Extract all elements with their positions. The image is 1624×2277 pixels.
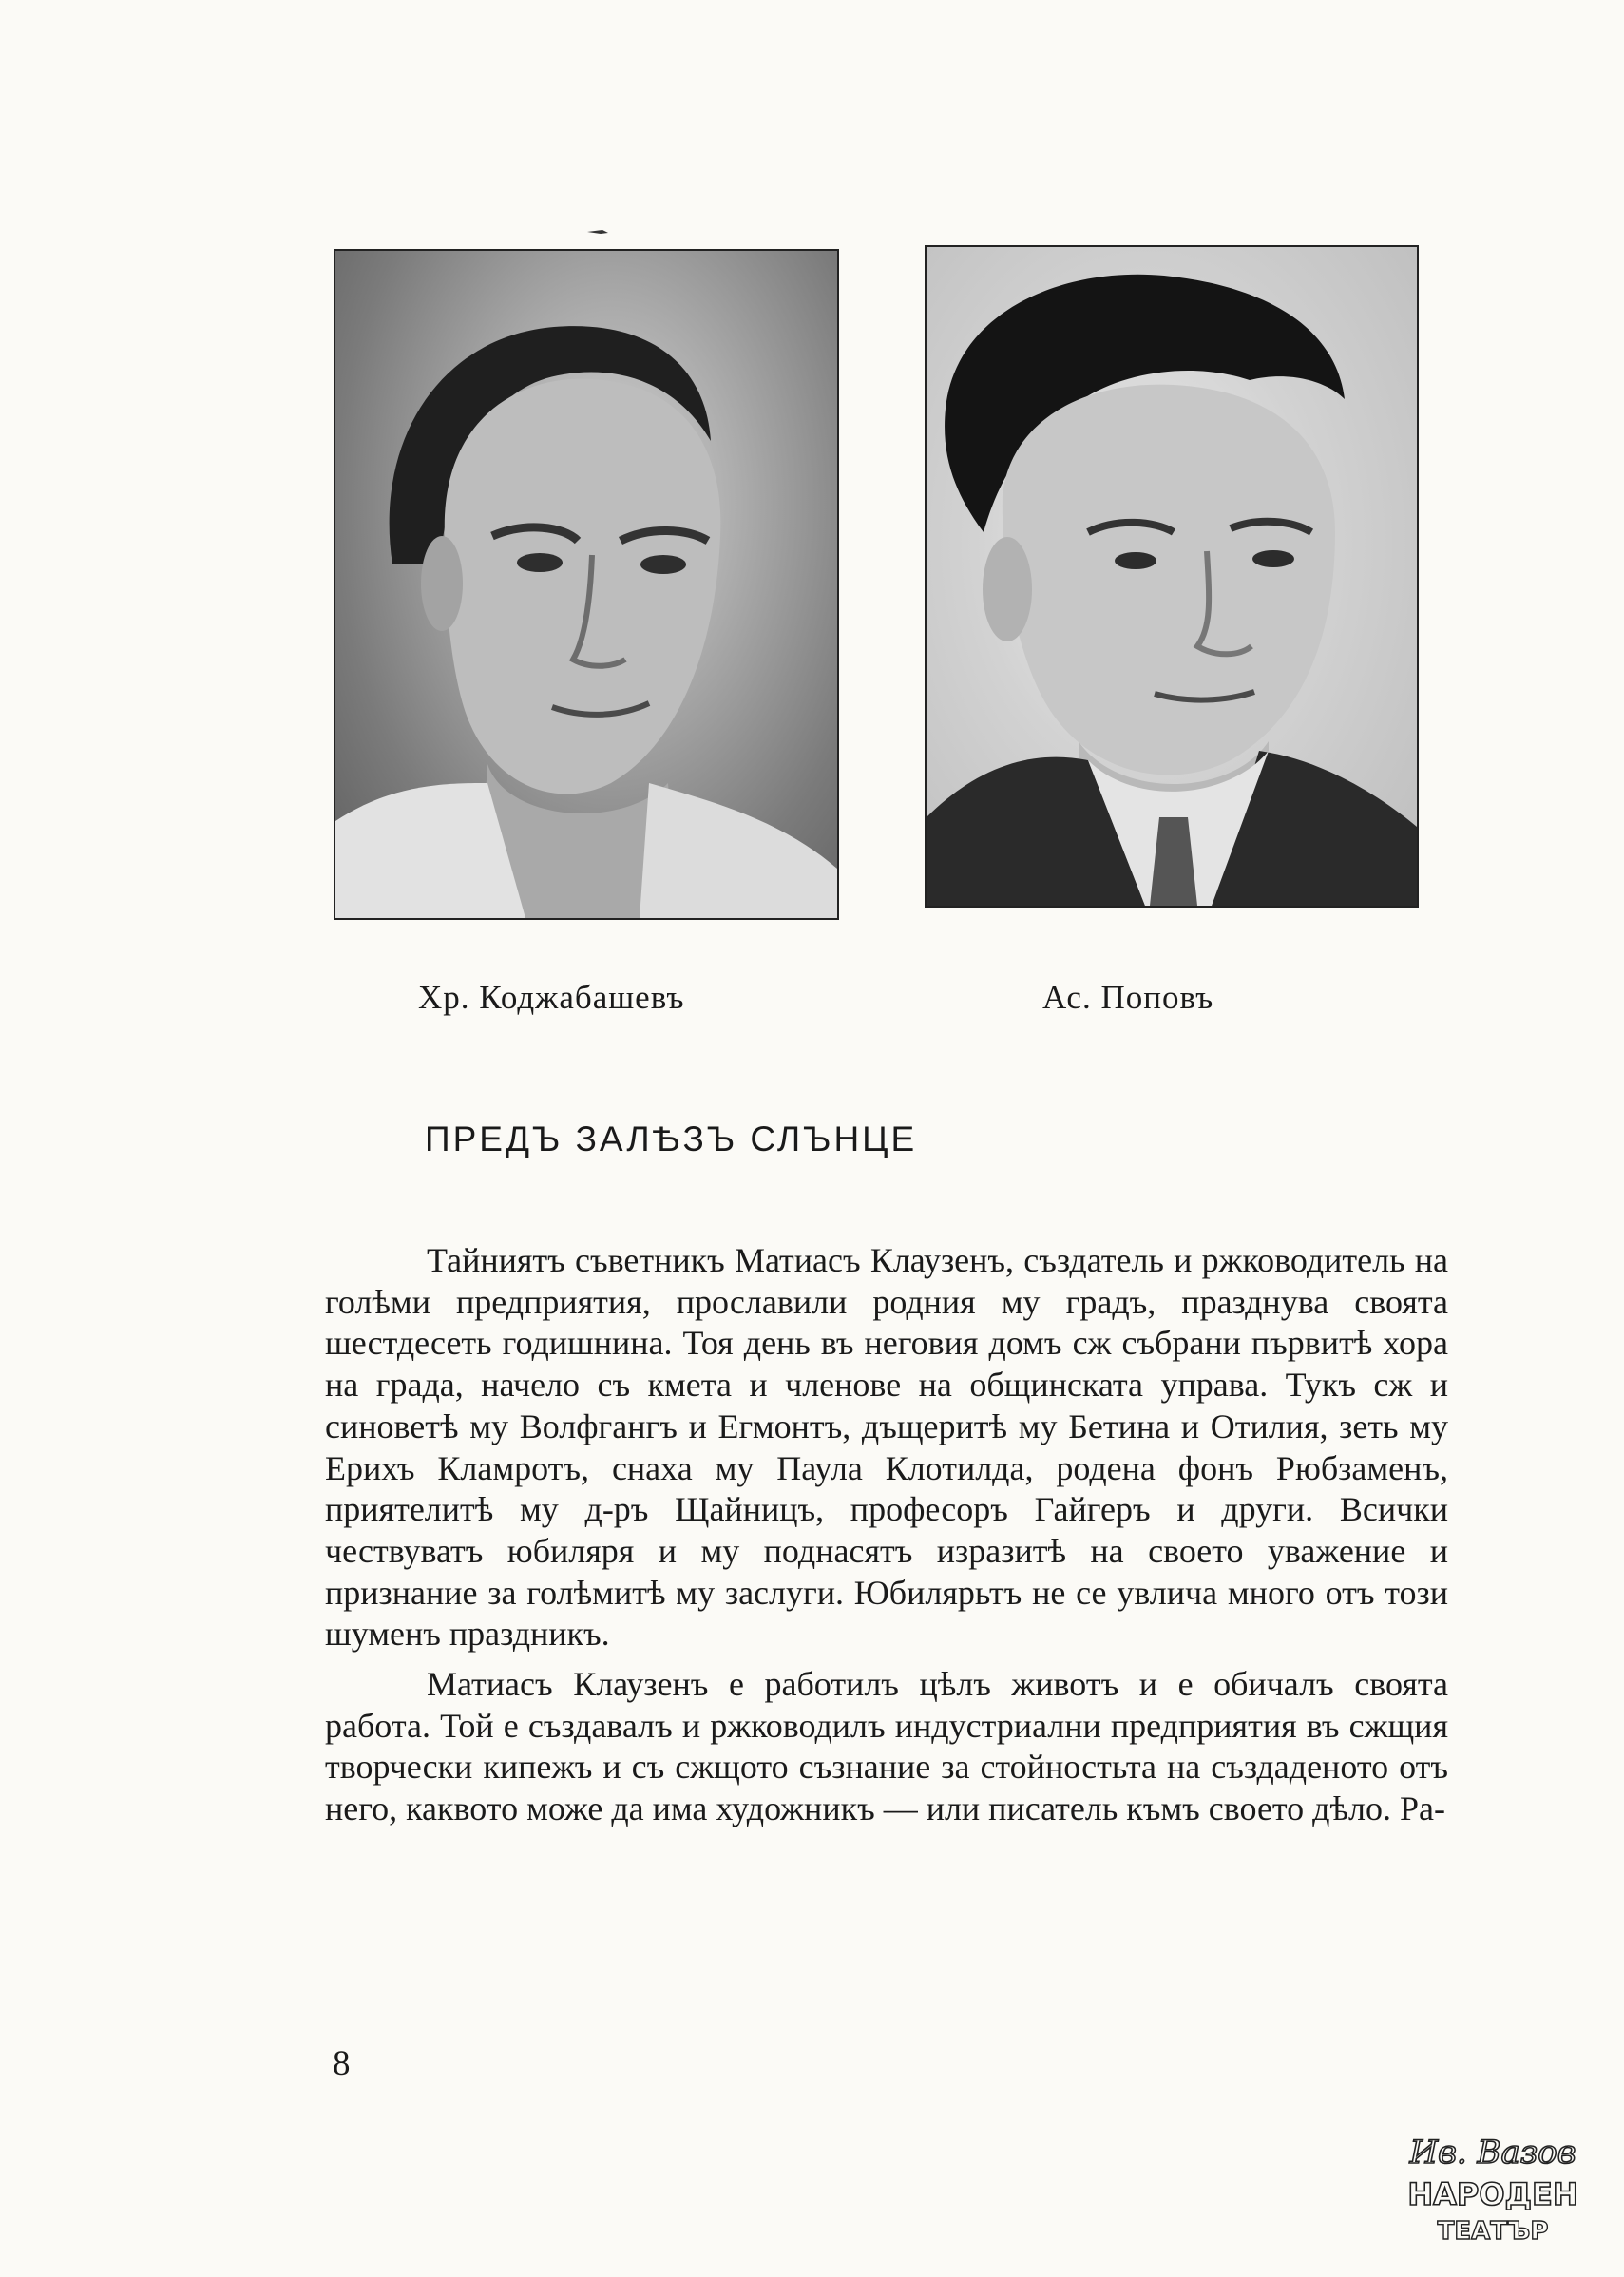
scan-speck [587, 221, 608, 229]
page-number: 8 [333, 2044, 351, 2083]
portrait-photo-icon [335, 251, 837, 918]
photo-caption-left: Хр. Коджабашевъ [418, 979, 685, 1016]
portrait-photo-kodzhabashev [334, 249, 839, 920]
stamp-line-2: НАРОДЕН [1408, 2176, 1577, 2212]
portrait-photo-icon [927, 247, 1417, 906]
section-heading: ПРЕДЪ ЗАЛѢЗЪ СЛЪНЦЕ [425, 1119, 918, 1158]
body-text [325, 1240, 1448, 1830]
stamp-line-3: ТЕАТЪР [1437, 2217, 1549, 2246]
paragraph: Матиасъ Клаузенъ е работилъ цѣлъ животъ и е обичалъ своята работа. Той е създавалъ и ржководилъ индустриални предприятия въ сжщия творчески кипежъ и съ сжщото съзнание за стойностьта на създаденото отъ него, каквото може да има художникъ — или писатель къмъ своето дѣло. Ра- [325, 1665, 1448, 1828]
stamp-signature: Ив. Вазов [1409, 2133, 1576, 2172]
portrait-photo-popov [925, 245, 1419, 908]
theater-stamp-logo [1408, 2127, 1577, 2250]
stamp-logo-icon [1408, 2127, 1577, 2250]
paragraph: Тайниятъ съветникъ Матиасъ Клаузенъ, създатель и ржководитель на голѣми предприятия, прославили родния му градъ, празднува своята шестдесеть годишнина. Тоя день въ неговия домъ сж събрани първитѣ хора на града, начело съ кмета и членове на общинската управа. Тукъ сж и синоветѣ му Волфгангъ и Егмонтъ, дъщеритѣ му Бетина и Отилия, зеть му Ерихъ Кламротъ, снаха му Паула Клотилда, родена фонъ Рюбзаменъ, приятелитѣ му д-ръ Щайницъ, професоръ Гайгеръ и други. Всички чествуватъ юбиляря и му поднасятъ изразитѣ на своето уважение и признание за голѣмитѣ му заслуги. Юбилярьтъ не се увлича много отъ този шуменъ праздникъ. [325, 1241, 1448, 1654]
photo-caption-right: Ас. Поповъ [1042, 979, 1214, 1016]
